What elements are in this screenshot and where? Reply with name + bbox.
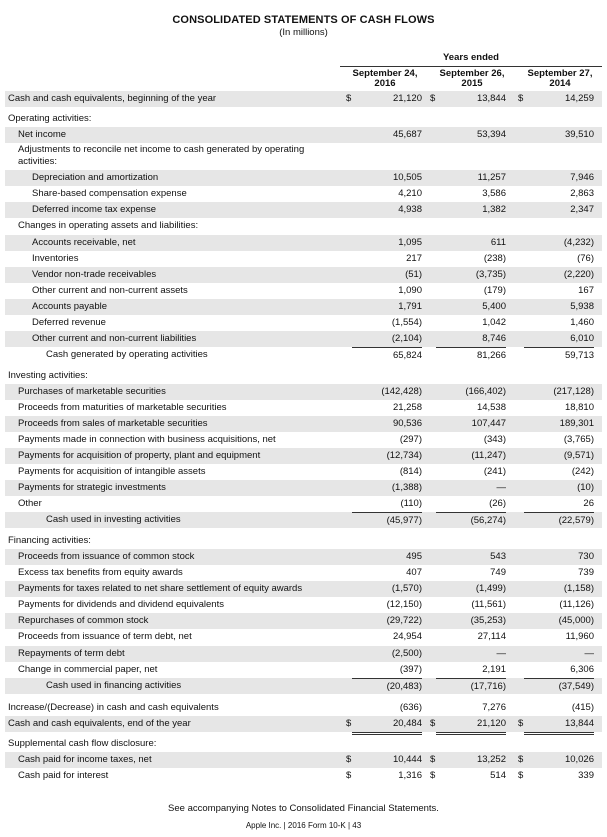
row-label: Supplemental cash flow disclosure: <box>8 738 157 749</box>
column-header-2014: September 27, 2014 <box>527 68 593 89</box>
currency-symbol: $ <box>430 93 436 104</box>
statement-subtitle: (In millions) <box>279 27 328 38</box>
cell-value: 11,960 <box>565 631 594 642</box>
cell-value: (241) <box>483 466 506 477</box>
row-label: Financing activities: <box>8 535 91 546</box>
row-label: Cash generated by operating activities <box>46 349 208 360</box>
years-ended-header: Years ended <box>340 52 602 67</box>
cell-value: (343) <box>483 434 506 445</box>
row-label: Change in commercial paper, net <box>18 664 158 675</box>
cell-value: 3,586 <box>482 188 506 199</box>
cell-value: 18,810 <box>564 402 594 413</box>
table-row <box>5 581 602 597</box>
cell-value: (142,428) <box>381 386 422 397</box>
cell-value: 1,095 <box>398 237 422 248</box>
row-label: Increase/(Decrease) in cash and cash equivalents <box>8 702 219 713</box>
cell-value: (2,104) <box>352 331 422 348</box>
table-row <box>5 186 602 202</box>
cell-value: (11,126) <box>559 599 594 610</box>
cell-value: (45,977) <box>352 512 422 529</box>
cell-value: 10,444 <box>392 754 422 765</box>
row-label: Repurchases of common stock <box>18 615 149 626</box>
cell-value: 14,538 <box>476 402 506 413</box>
table-row <box>5 565 602 581</box>
cell-value: 1,042 <box>482 317 506 328</box>
row-label: Payments for dividends and dividend equivalents <box>18 599 224 610</box>
cell-value: 14,259 <box>564 93 594 104</box>
cell-value: — <box>584 648 594 659</box>
cell-value: (11,247) <box>471 450 506 461</box>
cell-value: (76) <box>577 253 594 264</box>
cell-value: 1,382 <box>482 204 506 215</box>
cell-value: (179) <box>483 285 506 296</box>
table-row <box>5 331 602 347</box>
row-label: Purchases of marketable securities <box>18 386 166 397</box>
table-row <box>5 700 602 716</box>
cell-value: 5,938 <box>570 301 594 312</box>
currency-symbol: $ <box>518 770 524 781</box>
currency-symbol: $ <box>518 93 524 104</box>
table-row <box>5 597 602 613</box>
cell-value: 730 <box>578 551 594 562</box>
cell-value: (29,722) <box>386 615 422 626</box>
cell-value: (1,158) <box>563 583 594 594</box>
cell-value: 4,210 <box>398 188 422 199</box>
table-row <box>5 464 602 480</box>
cell-value: 8,746 <box>436 331 506 348</box>
row-label: Net income <box>18 129 67 140</box>
cell-value: (297) <box>399 434 422 445</box>
table-row <box>5 646 602 662</box>
table-row <box>5 512 602 528</box>
cell-value: 2,347 <box>570 204 594 215</box>
row-label: Other current and non-current assets <box>32 285 188 296</box>
cell-value: — <box>496 648 506 659</box>
row-label: Adjustments to reconcile net income to cash generated by operating activities: <box>18 144 305 167</box>
cell-value: (636) <box>399 702 422 713</box>
cell-value: 495 <box>406 551 422 562</box>
cell-value: (4,232) <box>563 237 594 248</box>
row-label: Cash and cash equivalents, beginning of the year <box>8 93 217 104</box>
cell-value: (20,483) <box>352 678 422 695</box>
currency-symbol: $ <box>346 93 352 104</box>
table-row <box>5 629 602 645</box>
cell-value: 59,713 <box>524 347 594 364</box>
row-label: Operating activities: <box>8 113 92 124</box>
currency-symbol: $ <box>346 770 352 781</box>
cell-value: 739 <box>578 567 594 578</box>
table-row <box>5 347 602 363</box>
table-row <box>5 251 602 267</box>
cell-value: 21,258 <box>392 402 422 413</box>
cell-value: 21,120 <box>436 716 506 735</box>
cell-value: 10,026 <box>564 754 594 765</box>
statement-title: CONSOLIDATED STATEMENTS OF CASH FLOWS <box>172 14 435 26</box>
cell-value: 611 <box>490 237 506 248</box>
cell-value: 339 <box>578 770 594 781</box>
row-label: Payments for acquisition of intangible assets <box>18 466 206 477</box>
currency-symbol: $ <box>518 718 524 729</box>
cell-value: 27,114 <box>477 631 506 642</box>
page-footer: Apple Inc. | 2016 Form 10-K | 43 <box>245 821 362 830</box>
table-row <box>5 752 602 768</box>
column-header-2016: September 24, 2016 <box>352 68 418 89</box>
cell-value: 26 <box>524 496 594 513</box>
cell-value: 167 <box>578 285 594 296</box>
table-row <box>5 533 602 549</box>
cell-value: 7,946 <box>570 172 594 183</box>
row-label: Excess tax benefits from equity awards <box>18 567 183 578</box>
row-label: Changes in operating assets and liabilities: <box>18 220 199 231</box>
cell-value: 407 <box>406 567 422 578</box>
table-row <box>5 368 602 384</box>
table-row <box>5 315 602 331</box>
row-label: Cash used in financing activities <box>46 680 182 691</box>
cell-value: 11,257 <box>477 172 506 183</box>
cell-value: 189,301 <box>559 418 594 429</box>
row-label: Other <box>18 498 42 509</box>
table-row <box>5 170 602 186</box>
table-row <box>5 267 602 283</box>
row-label: Other current and non-current liabilities <box>32 333 197 344</box>
row-label: Proceeds from issuance of common stock <box>18 551 195 562</box>
cell-value: (12,150) <box>386 599 422 610</box>
table-row <box>5 384 602 400</box>
cell-value: (1,499) <box>475 583 506 594</box>
cell-value: (3,735) <box>475 269 506 280</box>
cell-value: 20,484 <box>352 716 422 735</box>
cell-value: (814) <box>399 466 422 477</box>
row-label: Cash used in investing activities <box>46 514 181 525</box>
cell-value: (26) <box>436 496 506 513</box>
cell-value: 7,276 <box>482 702 506 713</box>
row-label: Accounts payable <box>32 301 107 312</box>
row-label: Payments made in connection with business acquisitions, net <box>18 434 276 445</box>
table-row <box>5 283 602 299</box>
cell-value: 13,844 <box>524 716 594 735</box>
currency-symbol: $ <box>346 754 352 765</box>
cell-value: 107,447 <box>471 418 506 429</box>
cell-value: 45,687 <box>392 129 422 140</box>
cell-value: 21,120 <box>392 93 422 104</box>
cell-value: (415) <box>571 702 594 713</box>
cell-value: 514 <box>490 770 506 781</box>
cell-value: (1,554) <box>391 317 422 328</box>
cell-value: (238) <box>483 253 506 264</box>
currency-symbol: $ <box>430 718 436 729</box>
table-row <box>5 202 602 218</box>
cell-value: 39,510 <box>564 129 594 140</box>
column-header-2015: September 26, 2015 <box>439 68 505 89</box>
row-label: Inventories <box>32 253 79 264</box>
cell-value: 65,824 <box>352 347 422 364</box>
cell-value: (11,561) <box>471 599 506 610</box>
cell-value: (217,128) <box>553 386 594 397</box>
cell-value: (22,579) <box>524 512 594 529</box>
cell-value: 749 <box>490 567 506 578</box>
row-label: Share-based compensation expense <box>32 188 187 199</box>
cell-value: 90,536 <box>392 418 422 429</box>
cell-value: 6,306 <box>524 662 594 679</box>
row-label: Cash paid for income taxes, net <box>18 754 152 765</box>
cell-value: 1,316 <box>398 770 422 781</box>
cell-value: (242) <box>571 466 594 477</box>
cell-value: (37,549) <box>524 678 594 695</box>
table-row <box>5 91 602 107</box>
table-row <box>5 111 602 127</box>
currency-symbol: $ <box>430 770 436 781</box>
table-row <box>5 235 602 251</box>
table-row <box>5 549 602 565</box>
cell-value: 53,394 <box>476 129 506 140</box>
cell-value: 24,954 <box>392 631 422 642</box>
cell-value: (2,220) <box>563 269 594 280</box>
cell-value: 13,844 <box>476 93 506 104</box>
table-row <box>5 127 602 143</box>
row-label: Accounts receivable, net <box>32 237 136 248</box>
table-row <box>5 736 602 752</box>
row-label: Investing activities: <box>8 370 88 381</box>
footnote: See accompanying Notes to Consolidated Financial Statements. <box>168 803 439 814</box>
table-row <box>5 480 602 496</box>
row-label: Cash paid for interest <box>18 770 109 781</box>
row-label: Cash and cash equivalents, end of the year <box>8 718 191 729</box>
cell-value: 10,505 <box>392 172 422 183</box>
table-row <box>5 218 602 234</box>
table-row <box>5 432 602 448</box>
table-row <box>5 143 602 169</box>
row-label: Proceeds from issuance of term debt, net <box>18 631 192 642</box>
cell-value: (166,402) <box>465 386 506 397</box>
cell-value: 1,460 <box>570 317 594 328</box>
cell-value: 81,266 <box>436 347 506 364</box>
cell-value: (12,734) <box>386 450 422 461</box>
row-label: Deferred revenue <box>32 317 106 328</box>
cell-value: 1,791 <box>398 301 422 312</box>
row-label: Vendor non-trade receivables <box>32 269 157 280</box>
table-row <box>5 496 602 512</box>
cell-value: (10) <box>577 482 594 493</box>
table-row <box>5 716 602 732</box>
cell-value: (17,716) <box>436 678 506 695</box>
cell-value: (397) <box>352 662 422 679</box>
row-label: Payments for taxes related to net share settlement of equity awards <box>18 583 303 594</box>
cell-value: 2,191 <box>436 662 506 679</box>
row-label: Repayments of term debt <box>18 648 125 659</box>
cell-value: (35,253) <box>470 615 506 626</box>
table-row <box>5 299 602 315</box>
cell-value: (56,274) <box>436 512 506 529</box>
currency-symbol: $ <box>518 754 524 765</box>
cell-value: 4,938 <box>398 204 422 215</box>
table-row <box>5 416 602 432</box>
cell-value: — <box>496 482 506 493</box>
table-row <box>5 678 602 694</box>
cell-value: (3,765) <box>563 434 594 445</box>
row-label: Proceeds from maturities of marketable securities <box>18 402 227 413</box>
table-row <box>5 768 602 784</box>
table-row <box>5 613 602 629</box>
table-row <box>5 448 602 464</box>
cell-value: (1,388) <box>391 482 422 493</box>
currency-symbol: $ <box>346 718 352 729</box>
cell-value: 13,252 <box>476 754 506 765</box>
table-row <box>5 662 602 678</box>
cell-value: 2,863 <box>570 188 594 199</box>
cell-value: 1,090 <box>398 285 422 296</box>
cell-value: (110) <box>352 496 422 513</box>
row-label: Payments for strategic investments <box>18 482 166 493</box>
row-label: Deferred income tax expense <box>32 204 157 215</box>
cell-value: 6,010 <box>524 331 594 348</box>
cell-value: (1,570) <box>391 583 422 594</box>
cell-value: (45,000) <box>558 615 594 626</box>
row-label: Payments for acquisition of property, plant and equipment <box>18 450 261 461</box>
cell-value: (2,500) <box>391 648 422 659</box>
cell-value: (51) <box>405 269 422 280</box>
cell-value: (9,571) <box>563 450 594 461</box>
cell-value: 217 <box>406 253 422 264</box>
cell-value: 5,400 <box>482 301 506 312</box>
table-row <box>5 400 602 416</box>
row-label: Proceeds from sales of marketable securities <box>18 418 208 429</box>
row-label: Depreciation and amortization <box>32 172 159 183</box>
cell-value: 543 <box>490 551 506 562</box>
currency-symbol: $ <box>430 754 436 765</box>
